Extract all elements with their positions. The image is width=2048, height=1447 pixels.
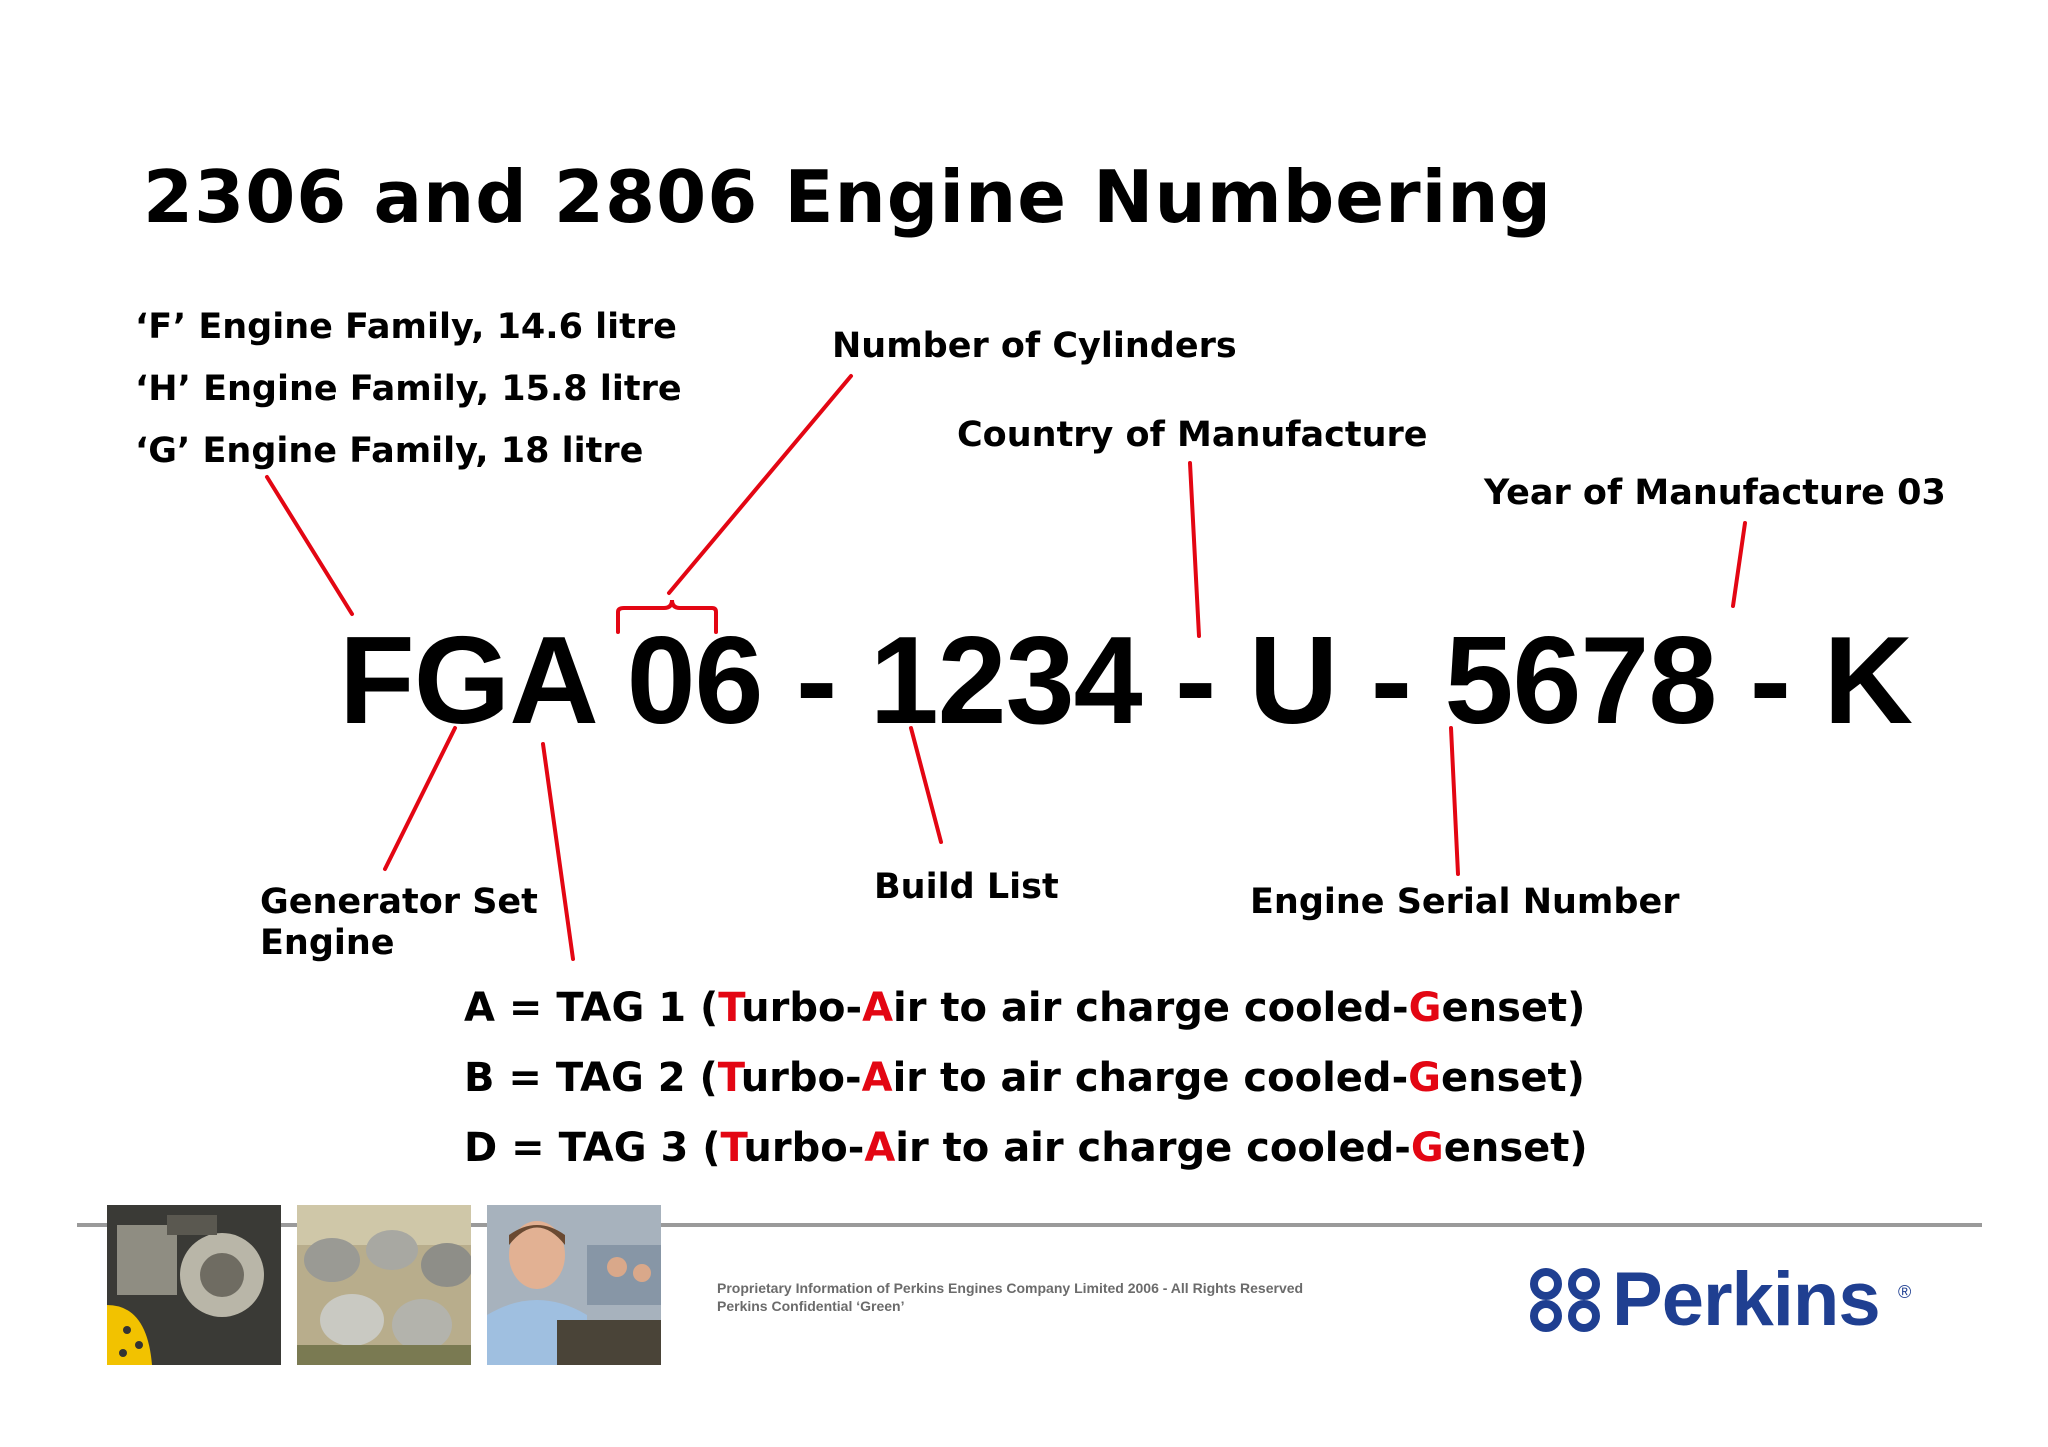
page-title: 2306 and 2806 Engine Numbering xyxy=(143,155,1553,239)
cylinders-label: Number of Cylinders xyxy=(832,326,1237,366)
registered-mark: ® xyxy=(1898,1282,1912,1302)
footer-line-2: Perkins Confidential ‘Green’ xyxy=(717,1298,905,1314)
perkins-wordmark: Perkins xyxy=(1612,1257,1880,1342)
cylinders-brace xyxy=(618,600,716,632)
build-list-label: Build List xyxy=(874,867,1059,907)
engine-photo xyxy=(107,1205,281,1365)
engine-code: FGA 06 - 1234 - U - 5678 - K xyxy=(339,612,1913,750)
tag-row-2: B = TAG 2 (Turbo-Air to air charge cooled-Genset) xyxy=(464,1055,1585,1101)
footer-line-1: Proprietary Information of Perkins Engines Company Limited 2006 - All Rights Reserved xyxy=(717,1280,1304,1296)
connector-tag xyxy=(543,744,573,959)
connector-generator xyxy=(385,728,455,869)
family-g-label: ‘G’ Engine Family, 18 litre xyxy=(135,431,644,471)
generator-label-line1: Generator Set xyxy=(260,882,538,922)
family-f-label: ‘F’ Engine Family, 14.6 litre xyxy=(135,307,677,347)
connector-build-list xyxy=(911,728,941,842)
engineer-photo xyxy=(487,1205,661,1365)
tag-row-1: A = TAG 1 (Turbo-Air to air charge cooled-Genset) xyxy=(464,985,1586,1031)
connector-country xyxy=(1190,463,1199,636)
country-label: Country of Manufacture xyxy=(957,415,1428,455)
connector-family xyxy=(267,477,352,614)
year-label: Year of Manufacture 03 xyxy=(1484,473,1946,513)
family-h-label: ‘H’ Engine Family, 15.8 litre xyxy=(135,369,682,409)
pistons-photo xyxy=(297,1205,471,1365)
tag-row-3: D = TAG 3 (Turbo-Air to air charge cooled-Genset) xyxy=(464,1125,1588,1171)
connector-cylinders xyxy=(669,376,851,593)
connector-year xyxy=(1733,523,1745,606)
serial-label: Engine Serial Number xyxy=(1250,882,1680,922)
connector-serial xyxy=(1451,728,1458,874)
generator-label-line2: Engine xyxy=(260,923,395,963)
perkins-logo-icon xyxy=(1528,1266,1602,1334)
